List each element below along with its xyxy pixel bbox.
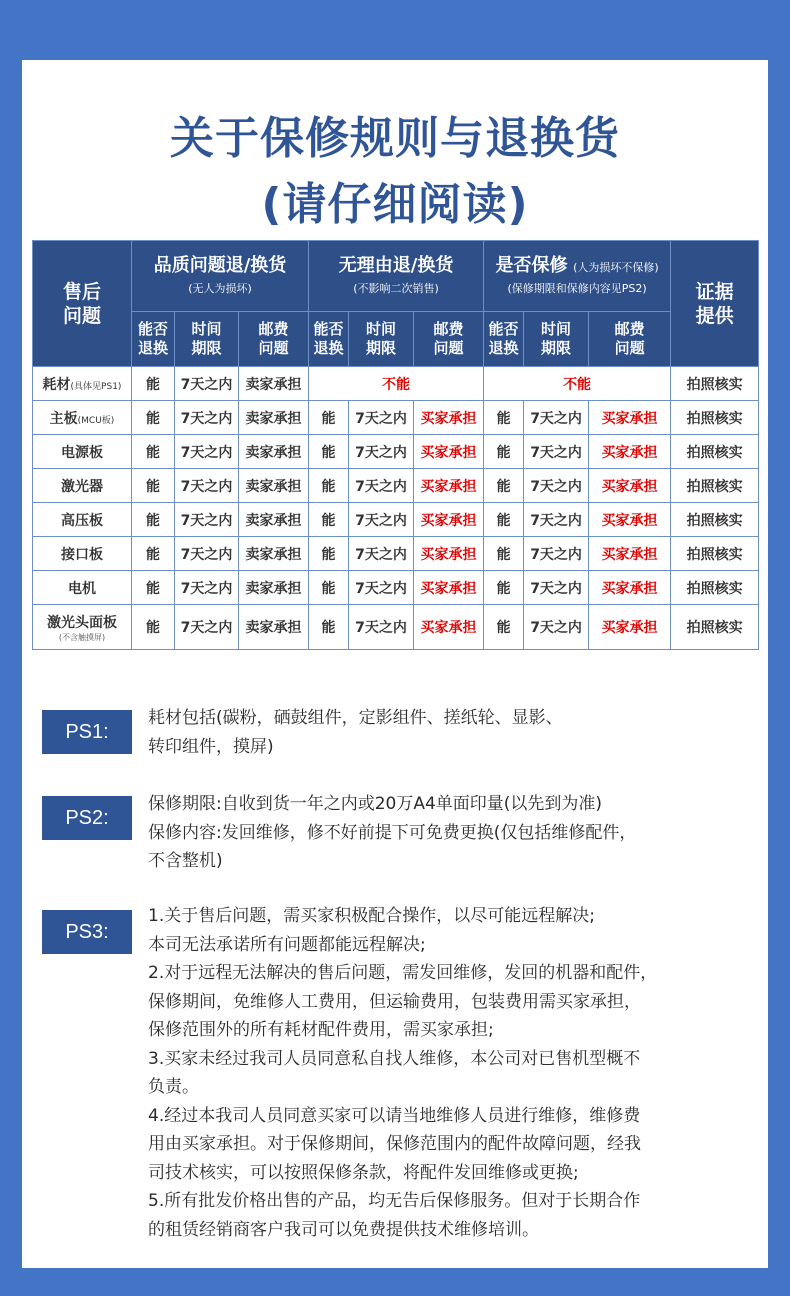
table-row [33,503,759,537]
cell: 7天之内 [175,435,239,469]
cell: 能 [132,435,175,469]
ps2-text: 保修期限:自收到货一年之内或20万A4单面印量(以先到为准) 保修内容:发回维修，修不好前提下可免费更换(仅包括维修配件， 不含整机) [148,794,637,871]
ps1-label: PS1: [42,710,132,754]
cell: 买家承担 [414,503,484,537]
cell: 买家承担 [589,435,671,469]
subheader-postage: 邮费 问题 [589,312,671,367]
row-name: 高压板 [33,503,132,537]
cell: 能 [132,503,175,537]
cell: 卖家承担 [239,435,309,469]
cell: 7天之内 [175,367,239,401]
row-name: 电机 [33,571,132,605]
ps2-label: PS2: [42,796,132,840]
cell: 能 [132,367,175,401]
evidence-header: 证据 提供 [671,241,759,367]
subheader-time: 时间 期限 [524,312,589,367]
table-row [33,469,759,503]
cell: 7天之内 [175,537,239,571]
cell: 7天之内 [175,503,239,537]
subheader-time: 时间 期限 [349,312,414,367]
cell: 能 [309,503,349,537]
subheader-postage: 邮费 问题 [239,312,309,367]
cell: 7天之内 [524,401,589,435]
cell: 买家承担 [414,537,484,571]
cell: 能 [484,605,524,650]
cell: 7天之内 [175,605,239,650]
cell: 7天之内 [175,401,239,435]
table-row [33,367,759,401]
cell: 买家承担 [414,571,484,605]
row-name: 耗材(具体见PS1) [33,367,132,401]
evidence-cell: 拍照核实 [671,435,759,469]
ps3-text: 1.关于售后问题，需买家积极配合操作，以尽可能远程解决; 本司无法承诺所有问题都能远程解决; 2.对于远程无法解决的售后问题，需发回维修，发回的机器和配件， 保修期间，免维修人工费用，但运输费用，包装费用需买家承担， 保修范围外的所有耗材配件费用，需买家承担; 3.买家未经过我司人员同意私自找人维修，本公司对已售机型概不 负责。 4.经过本我司人员同意买家可以请当地维修人员进行维修，维修费 用由买家承担。对于保修期间，保修范围内的配件故障问题，经我 司技术核实，可以按照保修条款，将配件发回维修或更换; 5.所有批发价格出售的产品，均无告后保修服务。但对于长期合作 的租赁经销商客户我司可以免费提供技术维修培训。 [148,906,658,1240]
cell: 卖家承担 [239,571,309,605]
warranty-table [32,240,759,650]
cell: 卖家承担 [239,605,309,650]
page-title: 关于保修规则与退换货 [170,113,620,164]
cell: 卖家承担 [239,537,309,571]
cell: 7天之内 [349,435,414,469]
cell: 7天之内 [349,537,414,571]
cell: 能 [309,401,349,435]
group-header-warranty: 是否保修 (人为损坏不保修) (保修期限和保修内容见PS2) [484,241,671,312]
cell: 7天之内 [349,571,414,605]
cell: 能 [484,469,524,503]
row-name: 接口板 [33,537,132,571]
cell: 买家承担 [589,503,671,537]
subheader-postage: 邮费 问题 [414,312,484,367]
subheader-return: 能否 退换 [484,312,524,367]
cell: 卖家承担 [239,469,309,503]
cell: 能 [132,571,175,605]
cell: 卖家承担 [239,367,309,401]
cell: 7天之内 [524,435,589,469]
cell: 能 [132,537,175,571]
cell: 买家承担 [589,571,671,605]
evidence-cell: 拍照核实 [671,503,759,537]
subheader-time: 时间 期限 [175,312,239,367]
cell: 7天之内 [524,503,589,537]
cell: 能 [309,435,349,469]
after-sale-header: 售后 问题 [33,241,132,367]
table-row [33,537,759,571]
cell: 能 [309,571,349,605]
cell: 7天之内 [524,605,589,650]
cell: 7天之内 [349,605,414,650]
cell: 能 [484,435,524,469]
page-subtitle: (请仔细阅读) [261,179,529,230]
cell: 买家承担 [589,537,671,571]
cell: 7天之内 [524,469,589,503]
cell: 能 [309,469,349,503]
row-name: 电源板 [33,435,132,469]
evidence-cell: 拍照核实 [671,537,759,571]
evidence-cell: 拍照核实 [671,401,759,435]
cell: 卖家承担 [239,401,309,435]
cell: 能 [132,469,175,503]
table-subheader-row [33,312,759,367]
table-row [33,571,759,605]
ps1-text: 耗材包括(碳粉，硒鼓组件，定影组件、搓纸轮、显影、 转印组件，摸屏) [148,708,563,757]
cell: 7天之内 [349,401,414,435]
cell: 7天之内 [349,503,414,537]
cell: 能 [309,605,349,650]
cell: 能 [484,537,524,571]
row-name: 激光头面板 (不含触摸屏) [33,605,132,650]
subheader-return: 能否 退换 [309,312,349,367]
cell: 7天之内 [524,537,589,571]
cell: 不能 [309,367,484,401]
cell: 能 [484,571,524,605]
row-name: 激光器 [33,469,132,503]
evidence-cell: 拍照核实 [671,469,759,503]
cell: 买家承担 [589,401,671,435]
group-header-quality: 品质问题退/换货 (无人为损坏) [132,241,309,312]
table-header-row [33,241,759,312]
ps3-label: PS3: [42,910,132,954]
cell: 买家承担 [589,469,671,503]
cell: 买家承担 [414,605,484,650]
group-header-no-reason: 无理由退/换货 (不影响二次销售) [309,241,484,312]
evidence-cell: 拍照核实 [671,571,759,605]
table-row [33,435,759,469]
cell: 买家承担 [414,401,484,435]
evidence-cell: 拍照核实 [671,367,759,401]
cell: 买家承担 [414,469,484,503]
cell: 能 [484,401,524,435]
cell: 7天之内 [175,571,239,605]
cell: 能 [132,401,175,435]
evidence-cell: 拍照核实 [671,605,759,650]
subheader-return: 能否 退换 [132,312,175,367]
table-row [33,605,759,650]
cell: 7天之内 [175,469,239,503]
table-row [33,401,759,435]
cell: 买家承担 [414,435,484,469]
cell: 不能 [484,367,671,401]
cell: 能 [484,503,524,537]
cell: 7天之内 [349,469,414,503]
cell: 能 [309,537,349,571]
cell: 能 [132,605,175,650]
cell: 卖家承担 [239,503,309,537]
row-name: 主板(MCU板) [33,401,132,435]
cell: 买家承担 [589,605,671,650]
cell: 7天之内 [524,571,589,605]
